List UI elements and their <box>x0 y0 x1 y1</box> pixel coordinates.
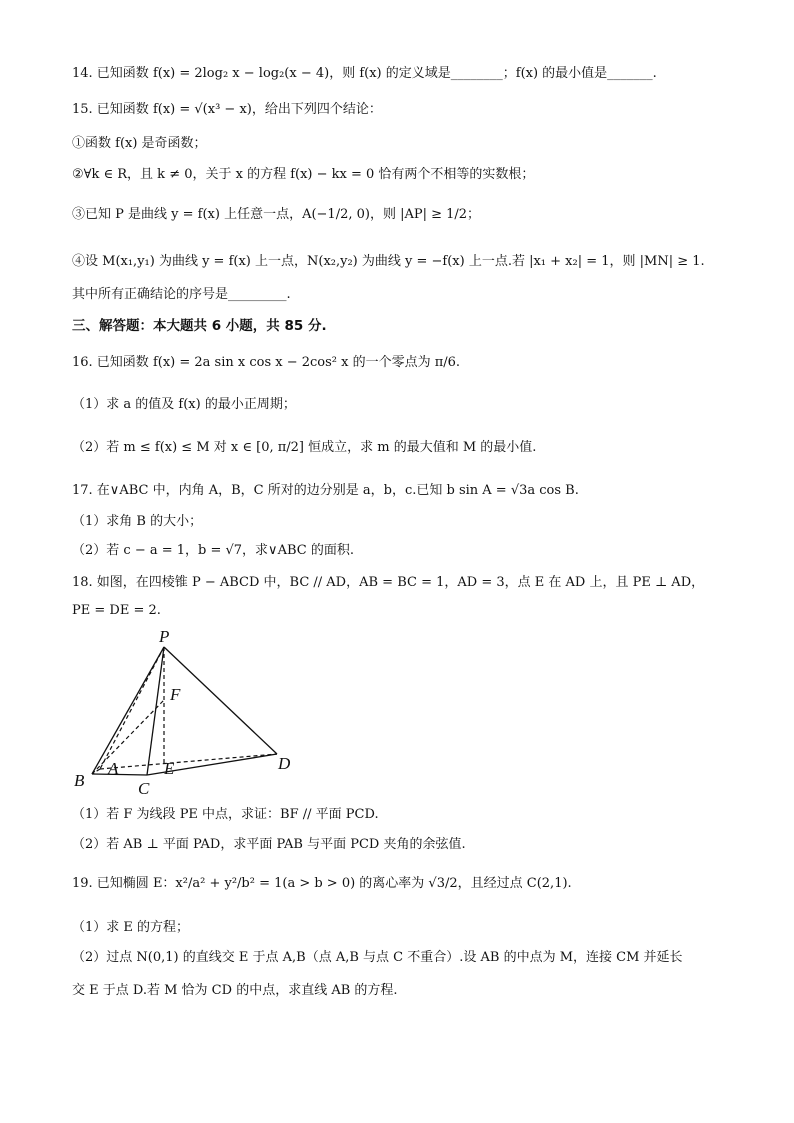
q19-part-1: （1）求 E 的方程； <box>72 920 190 935</box>
section-heading: 三、解答题：本大题共 6 小题，共 85 分. <box>72 318 327 334</box>
q15-statement-4: ④设 M(x₁,y₁) 为曲线 y = f(x) 上一点，N(x₂,y₂) 为曲线 y = −f(x) 上一点.若 |x₁ + x₂| = 1，则 |MN| ≥ 1. <box>72 254 705 269</box>
label-e: E <box>164 759 175 778</box>
label-f: F <box>170 685 181 704</box>
edge-bc <box>92 774 147 775</box>
edge-pc <box>147 647 164 775</box>
pyramid-figure <box>72 628 312 798</box>
q18-stem: 18. 如图，在四棱锥 P − ABCD 中，BC // AD，AB = BC = 1，AD = 3，点 E 在 AD 上，且 PE ⊥ AD， <box>72 575 705 590</box>
q15-statement-2: ②∀k ∈ R，且 k ≠ 0，关于 x 的方程 f(x) − kx = 0 恰有两个不相等的实数根； <box>72 167 535 182</box>
edge-pb <box>92 647 164 774</box>
q16-stem: 16. 已知函数 f(x) = 2a sin x cos x − 2cos² x 的一个零点为 π/6. <box>72 355 461 370</box>
q18-part-2: （2）若 AB ⊥ 平面 PAD，求平面 PAB 与平面 PCD 夹角的余弦值. <box>72 837 466 852</box>
q16-part-2: （2）若 m ≤ f(x) ≤ M 对 x ∈ [0, π/2] 恒成立，求 m 的最大值和 M 的最小值. <box>72 440 537 455</box>
label-p: P <box>159 628 170 646</box>
edge-pd <box>164 647 277 754</box>
label-b: B <box>74 771 85 790</box>
edge-pa <box>100 647 164 769</box>
q15-statement-3: ③已知 P 是曲线 y = f(x) 上任意一点，A(−1/2, 0)，则 |AP| ≥ 1/2； <box>72 207 481 222</box>
q16-part-1: （1）求 a 的值及 f(x) 的最小正周期； <box>72 397 296 412</box>
q15-statement-1: ①函数 f(x) 是奇函数； <box>72 136 207 151</box>
q15-answer-prompt: 其中所有正确结论的序号是_________. <box>72 287 291 302</box>
label-c: C <box>138 779 150 798</box>
q19-part-2: （2）过点 N(0,1) 的直线交 E 于点 A,B（点 A,B 与点 C 不重合）.设 AB 的中点为 M，连接 CM 并延长 <box>72 950 683 965</box>
label-d: D <box>278 754 291 773</box>
q14-stem: 14. 已知函数 f(x) = 2log₂ x − log₂(x − 4)，则 f(x) 的定义域是________；f(x) 的最小值是_______. <box>72 66 657 81</box>
q17-part-1: （1）求角 B 的大小； <box>72 514 203 529</box>
q17-stem: 17. 在∨ABC 中，内角 A，B，C 所对的边分别是 a，b，c.已知 b sin A = √3a cos B. <box>72 483 579 498</box>
edge-ad <box>100 754 277 769</box>
q18-part-1: （1）若 F 为线段 PE 中点，求证：BF // 平面 PCD. <box>72 807 379 822</box>
q19-stem: 19. 已知椭圆 E：x²/a² + y²/b² = 1(a > b > 0) 的离心率为 √3/2，且经过点 C(2,1). <box>72 876 572 891</box>
q15-stem: 15. 已知函数 f(x) = √(x³ − x)，给出下列四个结论： <box>72 102 382 117</box>
q19-part-2-cont: 交 E 于点 D.若 M 恰为 CD 的中点，求直线 AB 的方程. <box>72 983 398 998</box>
label-a: A <box>108 759 119 778</box>
q18-stem-cont: PE = DE = 2. <box>72 603 161 618</box>
q17-part-2: （2）若 c − a = 1，b = √7，求∨ABC 的面积. <box>72 543 354 558</box>
